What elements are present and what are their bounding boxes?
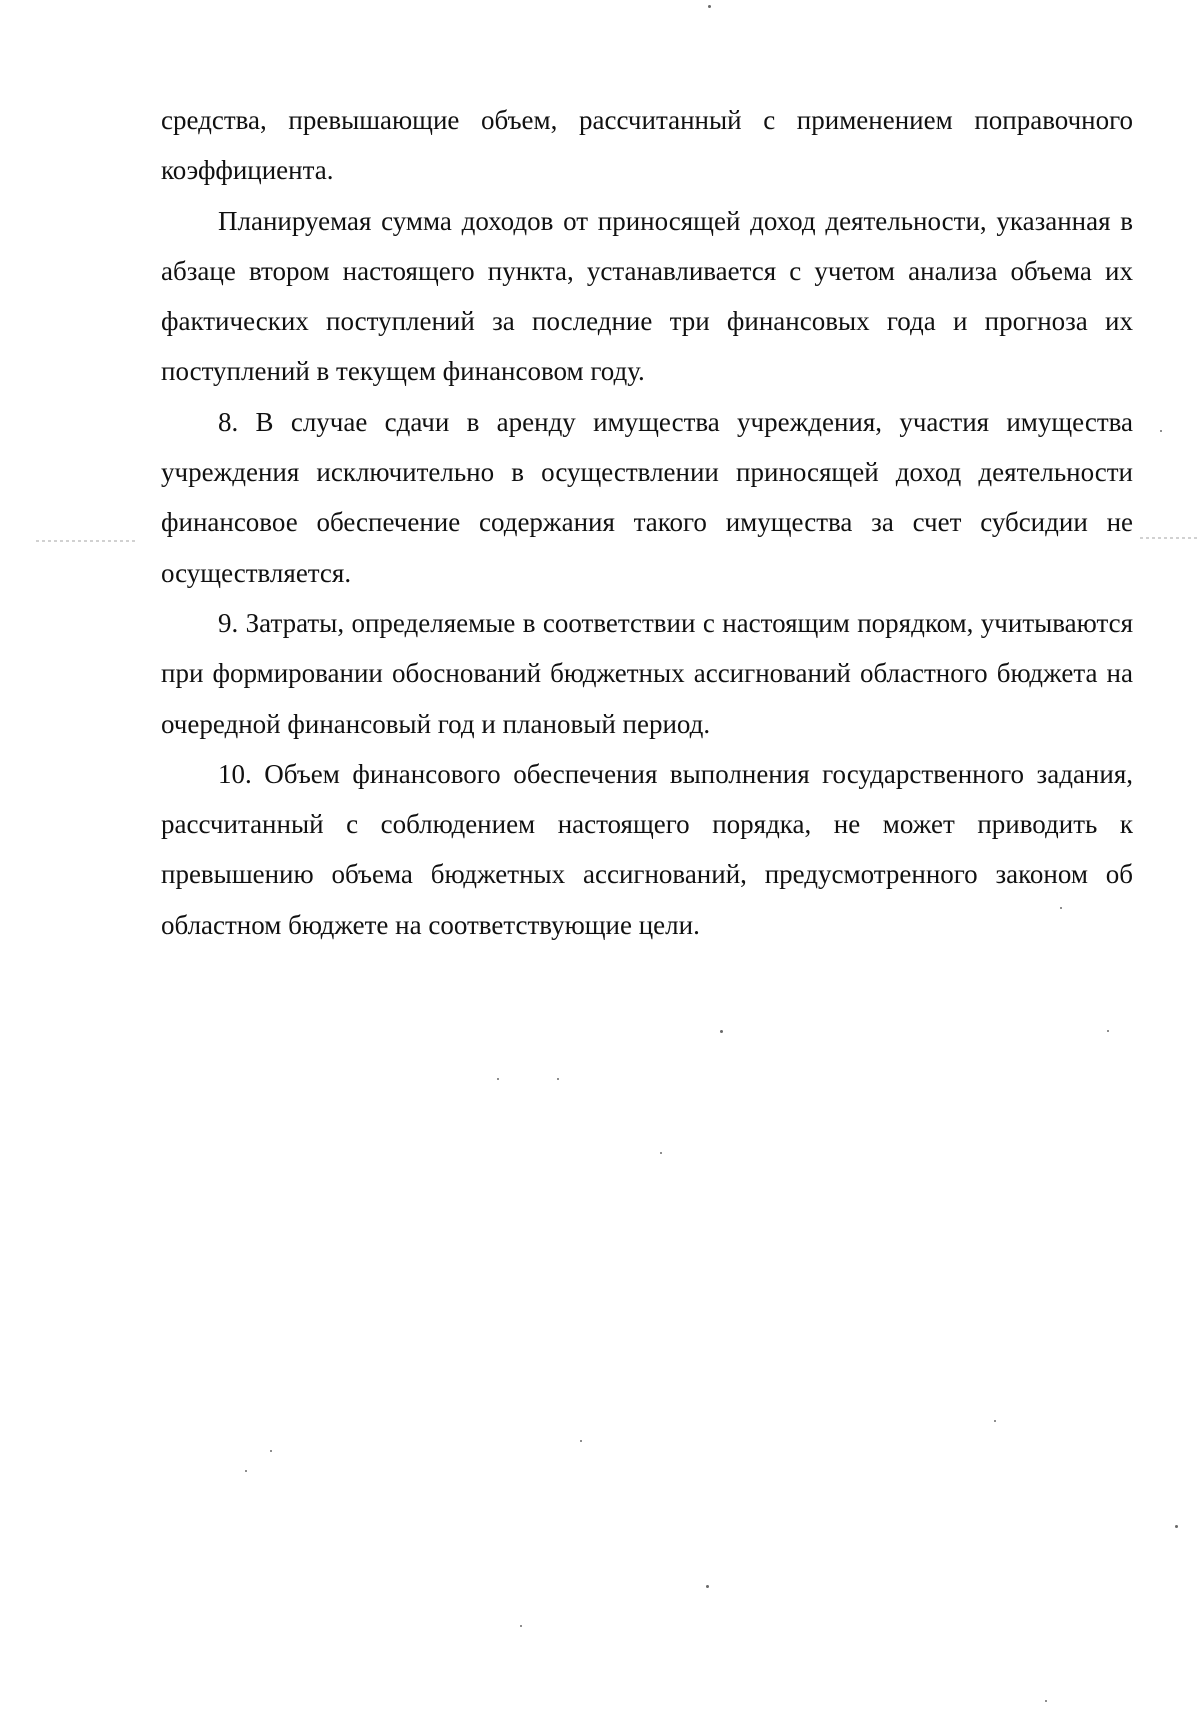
paragraph-planned-income: Планируемая сумма доходов от приносящей доход деятельности, указанная в абзаце втором настоящего пункта, устанавливается с учетом анализа объема их фактических поступлений за последние три финансовых года и прогноза их поступлений в текущем финансовом году. bbox=[161, 205, 1133, 387]
scan-speck bbox=[520, 1625, 522, 1627]
scan-speck bbox=[245, 1470, 247, 1472]
scan-speck bbox=[660, 1152, 662, 1154]
paragraph-continuation: средства, превышающие объем, рассчитанный с применением поправочного коэффициента. bbox=[161, 105, 1133, 186]
scan-speck bbox=[708, 5, 711, 8]
scan-streak-right bbox=[1140, 537, 1198, 539]
paragraph-item-9: 9. Затраты, определяемые в соответствии с настоящим порядком, учитываются при формировании обоснований бюджетных ассигнований областного бюджета на очередной финансовый год и плановый период. bbox=[161, 607, 1133, 739]
scan-speck bbox=[270, 1450, 272, 1452]
scan-speck bbox=[1060, 907, 1062, 909]
scan-speck bbox=[1160, 430, 1162, 432]
scan-speck bbox=[1107, 1030, 1109, 1032]
scan-speck bbox=[580, 1440, 582, 1442]
scan-speck bbox=[706, 1585, 709, 1588]
scan-streak-left bbox=[36, 540, 136, 542]
scan-speck bbox=[557, 1078, 559, 1080]
scan-speck bbox=[1045, 1700, 1047, 1702]
scan-speck bbox=[720, 1030, 723, 1033]
scan-speck bbox=[497, 1078, 499, 1080]
paragraph-item-8: 8. В случае сдачи в аренду имущества учреждения, участия имущества учреждения исключительно в осуществлении приносящей доход деятельности финансовое обеспечение содержания такого имущества за счет субсидии не осуществляется. bbox=[161, 406, 1133, 588]
paragraph-item-10: 10. Объем финансового обеспечения выполнения государственного задания, рассчитанный с соблюдением настоящего порядка, не может приводить к превышению объема бюджетных ассигнований, предусмотренного законом об областном бюджете на соответствующие цели. bbox=[161, 758, 1133, 940]
scan-speck bbox=[1175, 1525, 1178, 1528]
scan-speck bbox=[994, 1420, 996, 1422]
document-body bbox=[161, 95, 1133, 950]
